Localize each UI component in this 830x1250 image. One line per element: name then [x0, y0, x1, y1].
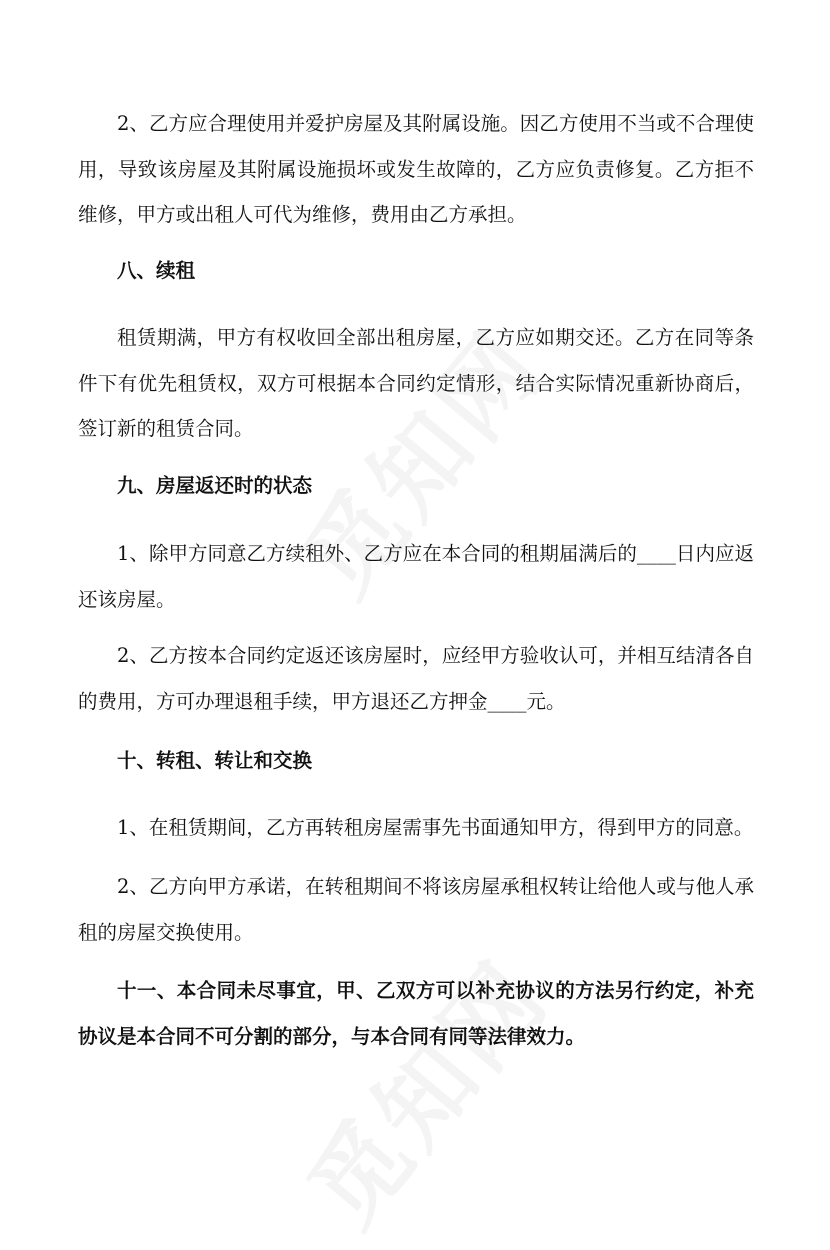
paragraph-return-deadline: 1、除甲方同意乙方续租外、乙方应在本合同的租期届满后的____日内应返还该房屋。	[78, 542, 754, 611]
paragraph-renewal: 租赁期满，甲方有权收回全部出租房屋，乙方应如期交还。乙方在同等条件下有优先租赁权，双方可根据本合同约定情形，结合实际情况重新协商后，签订新的租赁合同。	[78, 326, 754, 440]
paragraph-repair-clause: 2、乙方应合理使用并爱护房屋及其附属设施。因乙方使用不当或不合理使用，导致该房屋及其附属设施损坏或发生故障的，乙方应负责修复。乙方拒不维修，甲方或出租人可代为维修，费用由乙方承担。	[78, 112, 754, 226]
heading-renewal: 八、续租	[117, 259, 196, 282]
paragraph-sublease-commitment: 2、乙方向甲方承诺，在转租期间不将该房屋承租权转让给他人或与他人承租的房屋交换使用。	[78, 875, 754, 944]
heading-sublease: 十、转租、转让和交换	[117, 749, 313, 772]
heading-return-state: 九、房屋返还时的状态	[117, 474, 313, 497]
paragraph-return-settlement: 2、乙方按本合同约定返还该房屋时，应经甲方验收认可，并相互结清各自的费用，方可办理退租手续，甲方退还乙方押金____元。	[78, 644, 754, 713]
paragraph-supplementary-agreement: 十一、本合同未尽事宜，甲、乙双方可以补充协议的方法另行约定，补充协议是本合同不可分割的部分，与本合同有同等法律效力。	[78, 979, 754, 1048]
paragraph-sublease-notice: 1、在租赁期间，乙方再转租房屋需事先书面通知甲方，得到甲方的同意。	[117, 816, 754, 839]
